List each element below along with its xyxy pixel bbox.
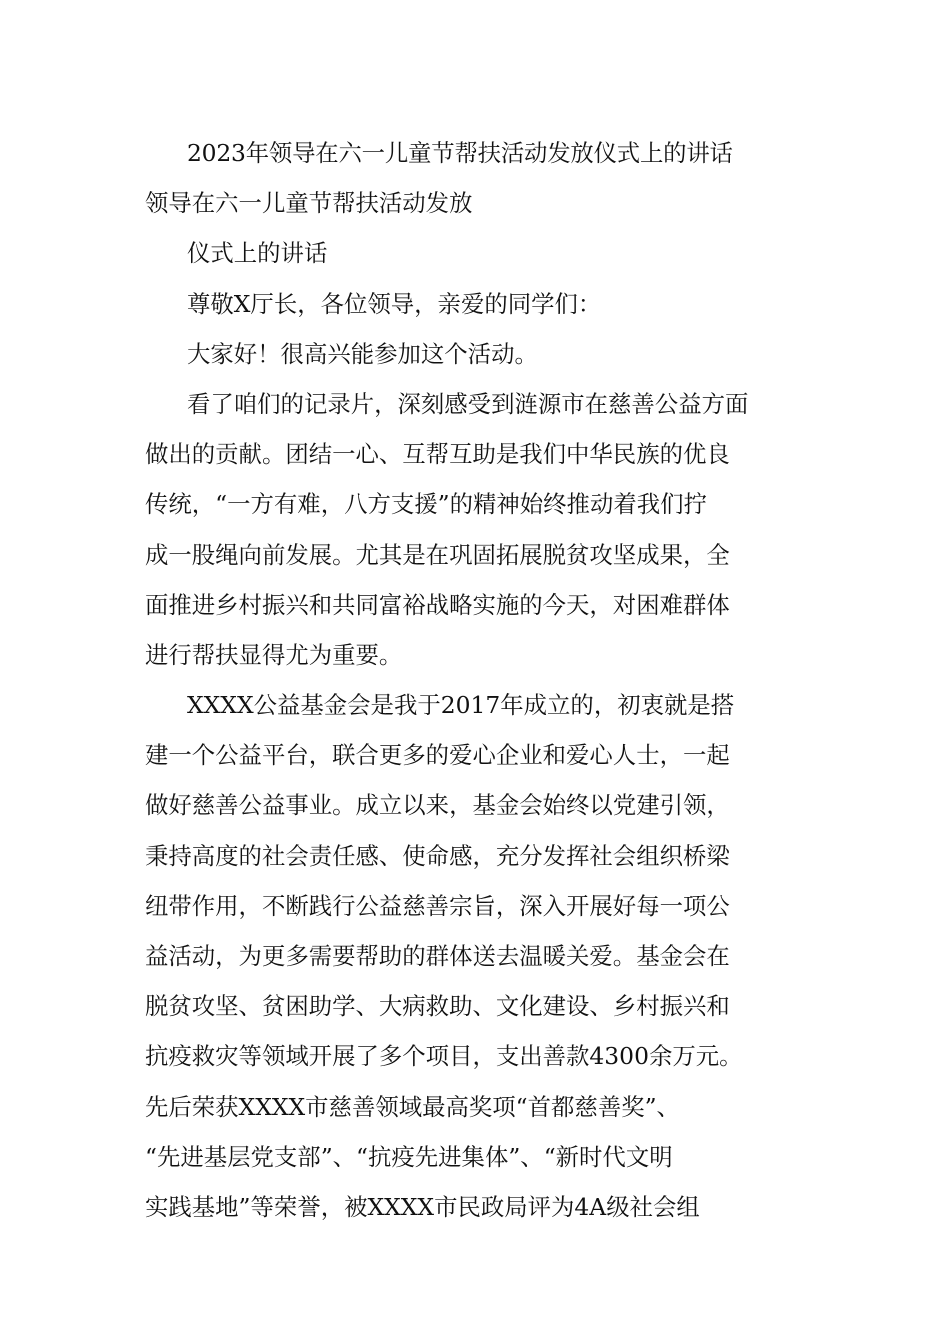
salutation: 尊敬X厅长，各位领导，亲爱的同学们： [187, 289, 602, 318]
document-title: 2023年领导在六一儿童节帮扶活动发放仪式上的讲话 [187, 139, 733, 167]
paragraph-2-line: “先进基层党支部”、“抗疫先进集体”、“新时代文明 [145, 1142, 673, 1171]
paragraph-1-line: 做出的贡献。团结一心、互帮互助是我们中华民族的优良 [145, 440, 730, 469]
paragraph-2-line: XXXX公益基金会是我于2017年成立的，初衷就是搭 [187, 691, 735, 720]
paragraph-1-line: 看了咱们的记录片，深刻感受到涟源市在慈善公益方面 [187, 389, 749, 418]
paragraph-2-line: 益活动，为更多需要帮助的群体送去温暖关爱。基金会在 [145, 942, 730, 970]
paragraph-2-line: 抗疫救灾等领域开展了多个项目，支出善款4300余万元。 [145, 1042, 743, 1071]
greeting: 大家好！很高兴能参加这个活动。 [187, 339, 538, 368]
paragraph-2-line: 做好慈善公益事业。成立以来，基金会始终以党建引领， [145, 791, 730, 820]
paragraph-2-line: 先后荣获XXXX市慈善领域最高奖项“首都慈善奖”、 [145, 1092, 680, 1121]
heading-line-1: 领导在六一儿童节帮扶活动发放 [145, 189, 473, 218]
heading-line-2: 仪式上的讲话 [187, 239, 328, 268]
paragraph-2 [145, 680, 810, 1232]
paragraph-2-line: 秉持高度的社会责任感、使命感，充分发挥社会组织桥梁 [145, 841, 730, 870]
paragraph-1-line: 传统，“一方有难，八方支援”的精神始终推动着我们拧 [145, 490, 707, 519]
paragraph-2-line: 建一个公益平台，联合更多的爱心企业和爱心人士，一起 [145, 741, 730, 770]
paragraph-2-line: 脱贫攻坚、贫困助学、大病救助、文化建设、乡村振兴和 [145, 992, 730, 1021]
paragraph-1-line: 面推进乡村振兴和共同富裕战略实施的今天，对困难群体 [145, 590, 730, 619]
paragraph-1 [145, 379, 810, 680]
document-body [145, 128, 810, 1232]
paragraph-1-line: 进行帮扶显得尤为重要。 [145, 640, 403, 669]
paragraph-2-line: 纽带作用，不断践行公益慈善宗旨，深入开展好每一项公 [145, 891, 730, 920]
paragraph-2-line: 实践基地”等荣誉，被XXXX市民政局评为4A级社会组 [145, 1192, 700, 1221]
paragraph-1-line: 成一股绳向前发展。尤其是在巩固拓展脱贫攻坚成果，全 [145, 540, 730, 569]
